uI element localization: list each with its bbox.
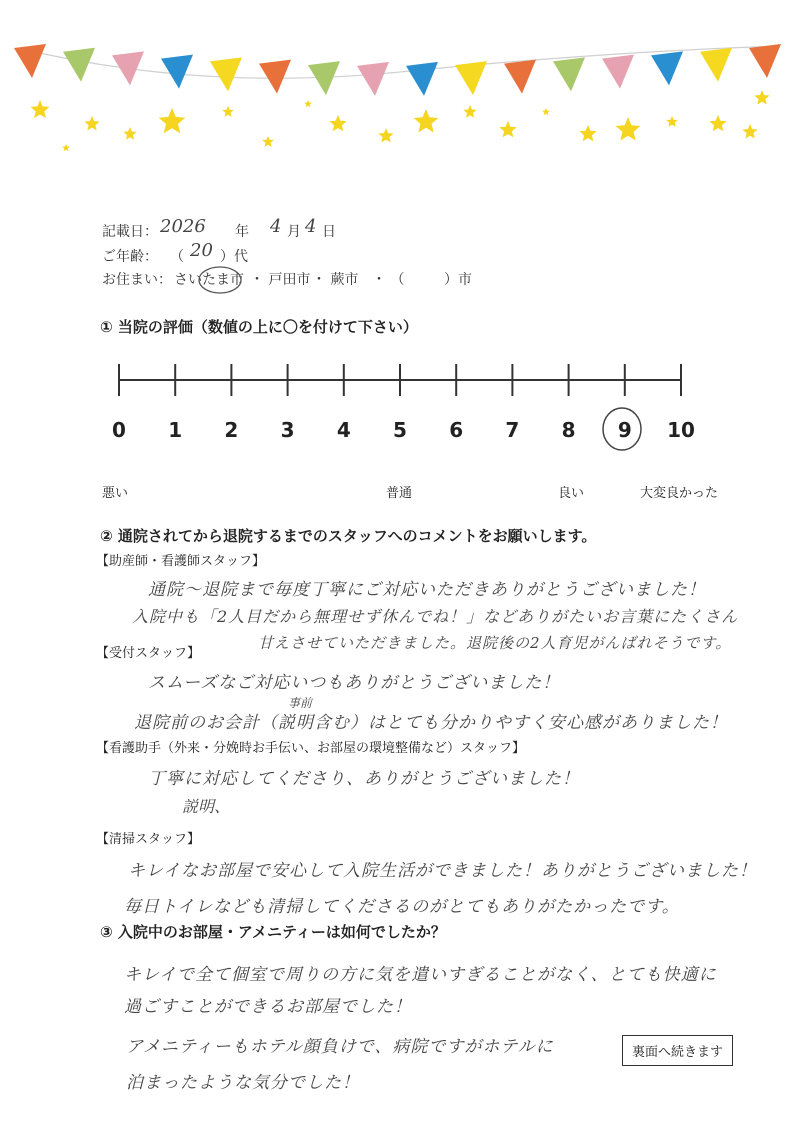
star-icon: [542, 108, 550, 115]
residence-label: お住まい：: [102, 272, 172, 288]
star-icon: [262, 136, 273, 147]
reception-comment-line-2: 退院前のお会計（説明含む）はとても分かりやすく安心感がありました！: [134, 713, 728, 733]
rating-number-6: 6: [449, 418, 464, 442]
date-month-unit: 月: [287, 224, 301, 240]
star-icon: [304, 100, 312, 107]
date-year-unit: 年: [235, 224, 249, 240]
date-day-unit: 日: [322, 224, 336, 240]
date-year-value: 2026: [160, 216, 206, 237]
q3-comment-line-4: 泊まったような気分でした！: [126, 1073, 360, 1093]
star-icon: [666, 116, 677, 127]
residence-option-warabi: ・ 蕨市: [312, 272, 359, 288]
continue-on-back-box: 裏面へ続きます: [622, 1035, 733, 1066]
midwife-section-label: 【助産師・看護師スタッフ】: [96, 554, 266, 569]
assistant-comment-line-1: 丁寧に対応してくださり、ありがとうございました！: [148, 769, 580, 789]
bunting-flag: [259, 60, 291, 94]
q3-heading: ③ 入院中のお部屋・アメニティーは如何でしたか？: [100, 923, 446, 941]
residence-selected-circle: [196, 264, 246, 296]
age-value: 20: [190, 240, 213, 261]
residence-option-toda: ・ 戸田市: [250, 272, 311, 288]
star-icon: [463, 105, 476, 118]
bunting-flag: [749, 44, 781, 78]
rating-number-1: 1: [168, 418, 183, 442]
reception-comment-insert-note: 事前: [288, 696, 313, 710]
bunting-flag: [406, 62, 438, 96]
star-icon: [62, 144, 70, 151]
rating-number-0: 0: [112, 418, 126, 442]
star-icon: [329, 115, 346, 131]
star-icon: [222, 106, 233, 117]
rating-number-3: 3: [280, 418, 295, 442]
age-label: ご年齢：: [102, 249, 158, 265]
reception-comment-line-1: スムーズなご対応いつもありがとうございました！: [148, 673, 561, 693]
cleaning-section-label: 【清掃スタッフ】: [96, 832, 201, 847]
star-icon: [742, 124, 757, 139]
bunting-flag: [651, 51, 683, 85]
age-close: ）代: [220, 249, 248, 265]
star-icon: [123, 127, 136, 140]
star-icon: [159, 108, 186, 133]
star-icon: [579, 125, 596, 141]
bunting-flag: [504, 60, 536, 94]
star-icon: [709, 115, 726, 131]
assistant-section-label: 【看護助手（外来・分娩時お手伝い、お部屋の環境整備など）スタッフ】: [96, 741, 526, 756]
rating-number-4: 4: [336, 418, 351, 442]
midwife-comment-line-1: 通院～退院まで毎度丁寧にご対応いただきありがとうございました！: [148, 580, 706, 600]
bunting-flag: [553, 57, 585, 91]
star-icon: [84, 116, 99, 131]
rating-number-9: 9: [617, 418, 632, 442]
bunting-flag: [112, 51, 144, 85]
date-label: 記載日：: [102, 224, 158, 240]
scale-word-excellent: 大変良かった: [640, 486, 719, 501]
date-month-value: 4: [270, 216, 282, 237]
q3-comment-line-1: キレイで全て個室で周りの方に気を遣いすぎることがなく、とても快適に: [124, 965, 717, 985]
scale-word-bad: 悪い: [102, 486, 129, 501]
midwife-comment-line-3: 甘えさせていただきました。退院後の2人育児がんばれそうです。: [258, 634, 732, 652]
age-open: （: [170, 249, 184, 265]
cleaning-comment-line-2: 毎日トイレなども清掃してくださるのがとてもありがたかったです。: [124, 897, 680, 917]
bunting-flag: [161, 55, 193, 89]
q3-comment-line-2: 過ごすことができるお部屋でした！: [124, 997, 412, 1017]
scale-word-normal: 普通: [386, 486, 413, 501]
q1-heading: ① 当院の評価（数値の上に〇を付けて下さい）: [100, 318, 418, 336]
star-icon: [31, 100, 50, 118]
star-icon: [499, 121, 516, 137]
rating-number-7: 7: [505, 418, 520, 442]
bunting-flag: [602, 55, 634, 89]
cleaning-comment-line-1: キレイなお部屋で安心して入院生活ができました！ありがとうございました！: [128, 861, 757, 881]
bunting-decoration: [0, 0, 800, 160]
rating-selected-circle: [600, 405, 644, 453]
assistant-comment-insert-note: 説明、: [182, 797, 231, 816]
bunting-flag: [63, 48, 95, 82]
star-icon: [414, 109, 439, 133]
residence-option-saitama: さいたま市: [174, 272, 244, 288]
date-day-value: 4: [305, 216, 317, 237]
star-icon: [378, 128, 393, 143]
rating-number-10: 10: [667, 418, 695, 442]
bunting-flag: [14, 44, 46, 78]
bunting-flag: [700, 48, 732, 82]
midwife-comment-line-2: 入院中も「2人目だから無理せず休んでね！」などありがたいお言葉にたくさん: [132, 607, 739, 626]
rating-number-2: 2: [224, 418, 239, 442]
bunting-flag: [357, 62, 389, 96]
star-icon: [754, 90, 769, 105]
bunting-flag: [210, 57, 242, 91]
q2-heading: ② 通院されてから退院するまでのスタッフへのコメントをお願いします。: [100, 527, 597, 545]
rating-number-5: 5: [393, 418, 407, 442]
rating-number-8: 8: [561, 418, 576, 442]
q3-comment-line-3: アメニティーもホテル顔負けで、病院ですがホテルに: [126, 1037, 554, 1057]
residence-option-other-open: ・ （: [372, 272, 405, 288]
residence-option-other-close: ）市: [444, 272, 472, 288]
scale-word-good: 良い: [558, 486, 585, 501]
bunting-flag: [455, 61, 487, 95]
rating-scale: [100, 355, 700, 405]
reception-section-label: 【受付スタッフ】: [96, 646, 201, 661]
star-icon: [616, 117, 641, 141]
